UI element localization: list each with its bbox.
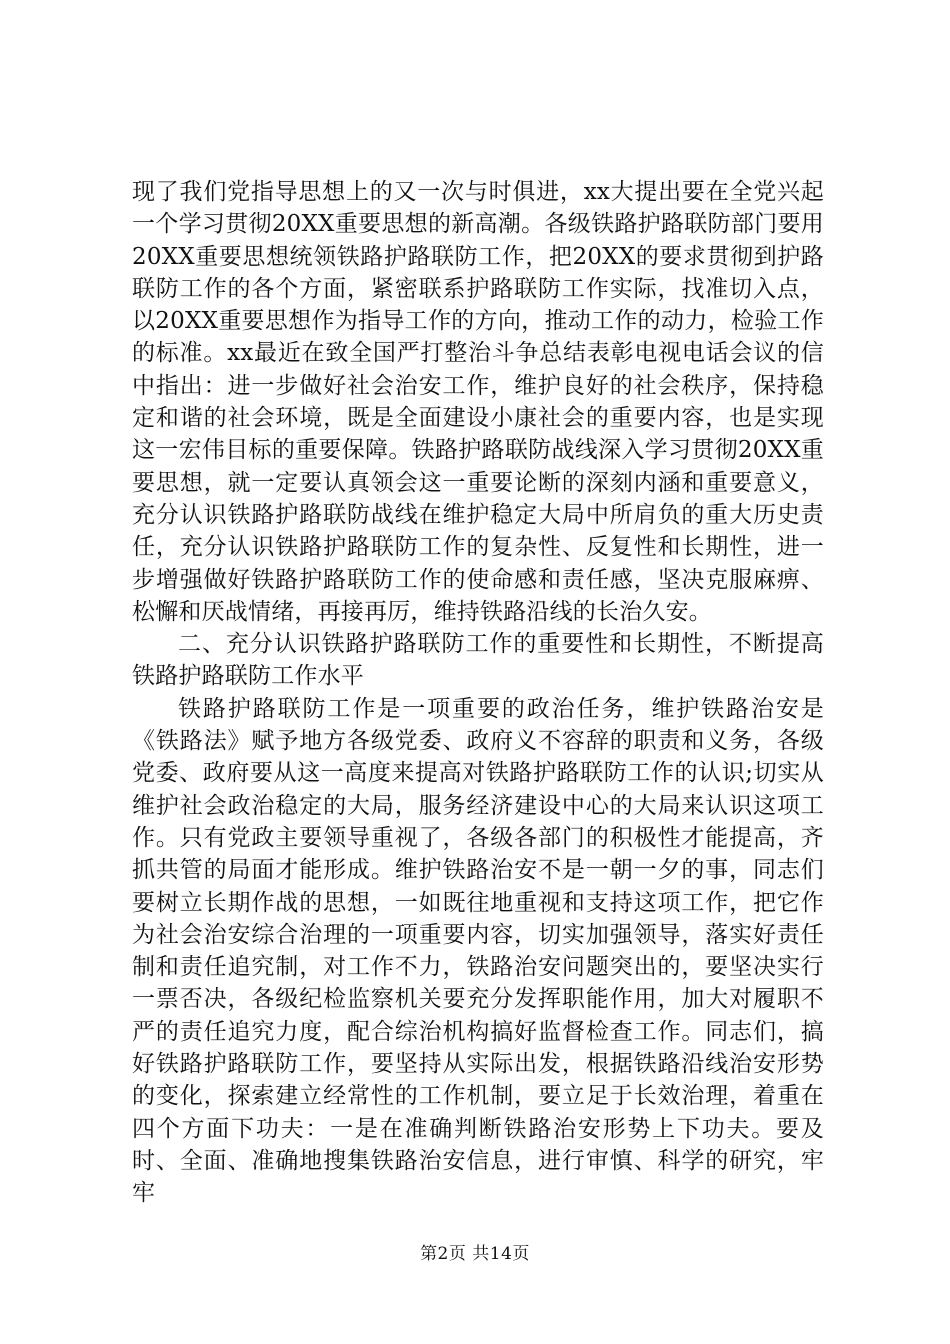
section-heading: 二、充分认识铁路护路联防工作的重要性和长期性，不断提高铁路护路联防工作水平 — [132, 631, 824, 690]
page-number-footer: 第2页 共14页 — [420, 1244, 530, 1264]
paragraph-continuation: 现了我们党指导思想上的又一次与时俱进，xx大提出要在全党兴起一个学习贯彻20XX重要思想的新高潮。各级铁路护路联防部门要用20XX重要思想统领铁路护路联防工作，把20XX的要求贯彻到护路联防工作的各个方面，紧密联系护路联防工作实际，找准切入点，以20XX重要思想作为指导工作的方向，推动工作的动力，检验工作的标准。xx最近在致全国严打整治斗争总结表彰电视电话会议的信中指出：进一步做好社会治安工作，维护良好的社会秩序，保持稳定和谐的社会环境，既是全面建设小康社会的重要内容，也是实现这一宏伟目标的重要保障。铁路护路联防战线深入学习贯彻20XX重要思想，就一定要认真领会这一重要论断的深刻内涵和重要意义，充分认识铁路护路联防战线在维护稳定大局中所肩负的重大历史责任，充分认识铁路护路联防工作的复杂性、反复性和长期性，进一步增强做好铁路护路联防工作的使命感和责任感，坚决克服麻痹、松懈和厌战情绪，再接再厉，维持铁路沿线的长治久安。 — [132, 179, 824, 625]
document-body — [132, 176, 824, 1210]
paragraph-body: 铁路护路联防工作是一项重要的政治任务，维护铁路治安是《铁路法》赋予地方各级党委、政府义不容辞的职责和义务，各级党委、政府要从这一高度来提高对铁路护路联防工作的认识;切实从维护社会政治稳定的大局，服务经济建设中心的大局来认识这项工作。只有党政主要领导重视了，各级各部门的积极性才能提高，齐抓共管的局面才能形成。维护铁路治安不是一朝一夕的事，同志们要树立长期作战的思想，一如既往地重视和支持这项工作，把它作为社会治安综合治理的一项重要内容，切实加强领导，落实好责任制和责任追究制，对工作不力，铁路治安问题突出的，要坚决实行一票否决，各级纪检监察机关要充分发挥职能作用，加大对履职不严的责任追究力度，配合综治机构搞好监督检查工作。同志们，搞好铁路护路联防工作，要坚持从实际出发，根据铁路沿线治安形势的变化，探索建立经常性的工作机制，要立足于长效治理，着重在四个方面下功夫：一是在准确判断铁路治安形势上下功夫。要及时、全面、准确地搜集铁路治安信息，进行审慎、科学的研究，牢牢 — [132, 695, 824, 1207]
